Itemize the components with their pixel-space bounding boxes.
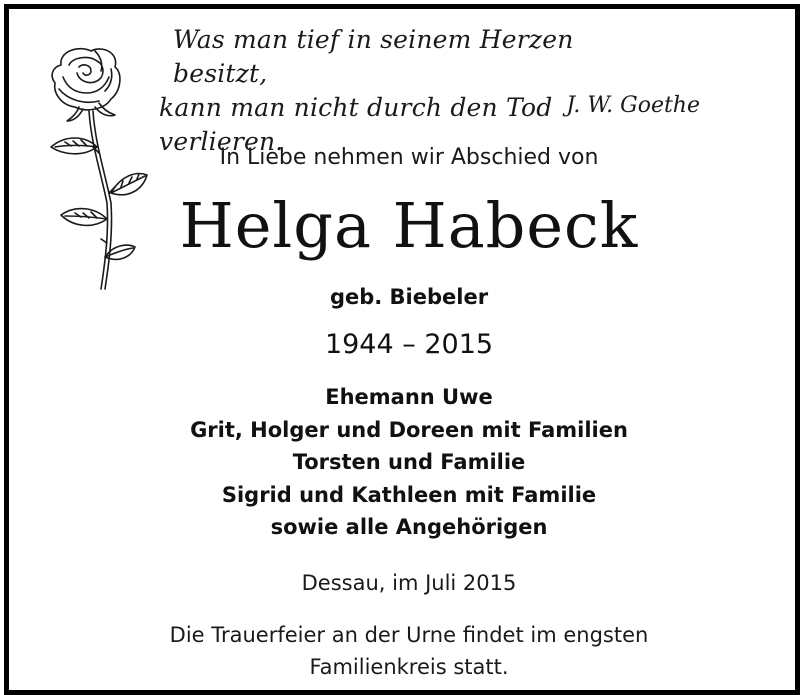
ceremony-line: Familienkreis statt. bbox=[309, 655, 509, 679]
quote-line: kann man nicht durch den Tod verlieren. bbox=[159, 93, 553, 156]
obituary-notice bbox=[4, 4, 800, 695]
quote-author: J. W. Goethe bbox=[566, 93, 700, 118]
rose-icon bbox=[39, 43, 149, 303]
ceremony-line: Die Trauerfeier an der Urne findet im engsten bbox=[169, 623, 649, 647]
quote-line: Was man tief in seinem Herzen besitzt, bbox=[173, 25, 574, 88]
place-date: Dessau, im Juli 2015 bbox=[301, 571, 517, 595]
mourner-line: sowie alle Angehörigen bbox=[270, 515, 548, 539]
ceremony-note bbox=[9, 619, 800, 683]
mourner-line: Torsten und Familie bbox=[292, 450, 526, 474]
mourner-line: Grit, Holger und Doreen mit Familien bbox=[190, 417, 628, 442]
intro-text: In Liebe nehmen wir Abschied von bbox=[219, 145, 599, 170]
deceased-name: Helga Habeck bbox=[179, 189, 639, 262]
mourners-list bbox=[9, 381, 800, 544]
mourner-line: Sigrid und Kathleen mit Familie bbox=[221, 482, 597, 507]
quote bbox=[159, 23, 659, 159]
mourner-line: Ehemann Uwe bbox=[325, 385, 493, 409]
maiden-name: geb. Biebeler bbox=[329, 285, 489, 309]
life-dates: 1944 – 2015 bbox=[324, 329, 494, 360]
